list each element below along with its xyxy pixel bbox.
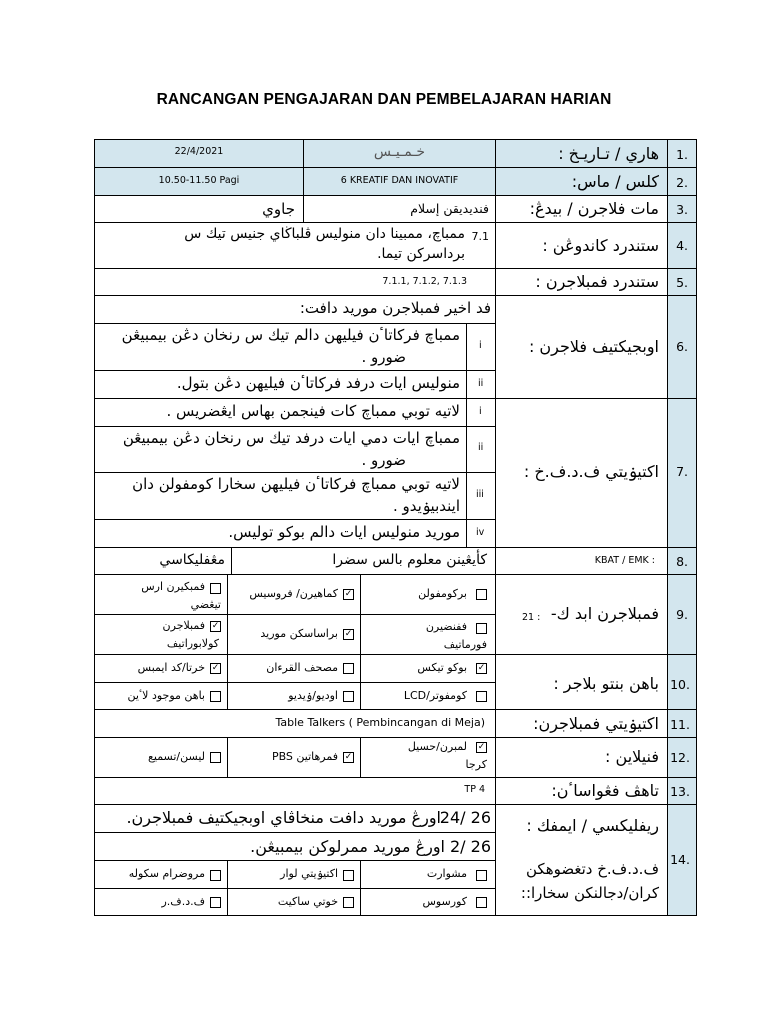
checkbox[interactable] [476, 589, 487, 600]
row-6-num: 6. [667, 295, 697, 399]
row-3-subject: فنديديقن إسلام [303, 195, 496, 223]
row-9-cell-e: ✓ براساسكن موريد [227, 614, 361, 655]
row-6-label: اوبجيكتيف فلاجرن : [495, 295, 668, 399]
row-4-content: 7.1 ممباچ، ممبينا دان منوليس ڤلباڬاي جنيس تيك س برداسركن تيما. [94, 222, 496, 269]
row-13-content: TP 4 [94, 777, 496, 805]
row-10-cell-c: ✓ خرتا/كد ايمبس [94, 654, 228, 683]
row-14-cell-f: ف.د.ف.ر [94, 888, 228, 916]
row-7-roman-i: i [466, 398, 496, 427]
row-10-cell-f: باهن موجود لاٴين [94, 682, 228, 710]
row-7-item-ii: ممباچ ايات دمي ايات درفد تيك س رنخان دڠن بيمبيڠن ضورو . [94, 426, 467, 473]
row-1-date: 22/4/2021 [94, 139, 304, 168]
row-13-label: تاهڤ فڠواساٴن: [495, 777, 668, 805]
row-9-num: 9. [667, 574, 697, 655]
row-7-item-iv: موريد منوليس ايات دالم بوكو توليس. [94, 519, 467, 548]
row-14-cell-e: خوتي ساكيت [227, 888, 361, 916]
row-7-label: اكتيۏيتي ف.د.ف.خ : [495, 398, 668, 548]
row-10-cell-a: ✓ بوكو تيكس [360, 654, 496, 683]
checkbox[interactable] [210, 897, 221, 908]
row-2-class: 6 KREATIF DAN INOVATIF [303, 167, 496, 196]
checkbox[interactable] [343, 663, 354, 674]
row-5-num: 5. [667, 268, 697, 296]
checkbox[interactable] [343, 691, 354, 702]
row-7-item-iii: لاتيه توبي ممباچ فركاتاٴن فيليهن سخارا كومفولن دان ايندبيۏيدو . [94, 472, 467, 520]
row-7-num: 7. [667, 398, 697, 548]
row-5-content: 7.1.1, 7.1.2, 7.1.3 [94, 268, 496, 296]
row-1-label: هاري / تـاريـخ : [495, 139, 668, 168]
checkbox[interactable] [210, 583, 221, 594]
row-8-col1: كأيڠينن معلوم بالس سضرا [231, 547, 496, 575]
row-9-cell-d: ففنضيرن فورماتيف [360, 614, 496, 655]
checkbox[interactable] [476, 691, 487, 702]
row-9-cell-f: ✓ فمبلاجرن كولابوراتيف [94, 614, 228, 655]
checkbox-checked[interactable]: ✓ [211, 621, 220, 631]
row-9-cell-c: فمبكيرن ارس تيڠضي [94, 574, 228, 615]
row-9-cell-b: ✓ كماهيرن/ فروسيس [227, 574, 361, 615]
row-6-item-i: ممباچ فركاتاٴن فيليهن دالم تيك س رنخان دڠن بيمبيڠن ضورو . [94, 323, 467, 371]
row-6-roman-i: i [466, 323, 496, 371]
row-10-cell-e: اوديو/ۏيديو [227, 682, 361, 710]
checkbox-checked[interactable]: ✓ [344, 589, 353, 599]
checkbox[interactable] [210, 870, 221, 881]
checkbox-checked[interactable]: ✓ [211, 663, 220, 673]
row-8-num: 8. [667, 547, 697, 575]
row-6-intro: فد اخير فمبلاجرن موريد دافت: [94, 295, 496, 324]
row-11-content: Table Talkers ( Pembincangan di Meja) [94, 709, 496, 738]
row-7-roman-ii: ii [466, 426, 496, 473]
row-3-num: 3. [667, 195, 697, 223]
row-10-cell-b: مصحف القرءان [227, 654, 361, 683]
row-8-label: KBAT / EMK : [495, 547, 668, 575]
row-1-num: 1. [667, 139, 697, 168]
row-12-label: فنيلاين : [495, 737, 668, 778]
row-2-time: 10.50-11.50 Pagi [94, 167, 304, 196]
row-9-cell-a: بركومفولن [360, 574, 496, 615]
row-7-item-i: لاتيه توبي ممباچ كات فينجمن بهاس ايڠضريس . [94, 398, 467, 427]
row-1-day: خـمـيـس [303, 139, 496, 168]
checkbox[interactable] [476, 897, 487, 908]
checkbox-checked[interactable]: ✓ [477, 663, 486, 673]
row-14-cell-b: اكتيۏيتي لوار [227, 860, 361, 889]
row-4-num: 4. [667, 222, 697, 269]
row-10-label: باهن بنتو بلاجر : [495, 654, 668, 710]
row-5-label: ستندرد فمبلاجرن : [495, 268, 668, 296]
checkbox-checked[interactable]: ✓ [477, 742, 486, 752]
row-14-num: 14. [667, 804, 697, 916]
checkbox[interactable] [343, 870, 354, 881]
checkbox[interactable] [210, 691, 221, 702]
row-7-roman-iii: iii [466, 472, 496, 520]
page-title: RANCANGAN PENGAJARAN DAN PEMBELAJARAN HARIAN [156, 91, 612, 108]
checkbox[interactable] [476, 623, 487, 634]
row-14-label: ريفليكسي / ايمفك : ف.د.ف.خ دتغضوهكن كران/دجالنكن سخارا:: [495, 804, 668, 916]
row-3-field: جاوي [94, 195, 304, 223]
row-7-roman-iv: iv [466, 519, 496, 548]
row-3-label: مات فلاجرن / بيدڠ: [495, 195, 668, 223]
row-13-num: 13. [667, 777, 697, 805]
checkbox-checked[interactable]: ✓ [344, 752, 353, 762]
row-10-cell-d: كومفوتر/LCD [360, 682, 496, 710]
row-12-num: 12. [667, 737, 697, 778]
row-14-cell-c: مروضرام سكوله [94, 860, 228, 889]
checkbox[interactable] [343, 897, 354, 908]
row-14-cell-a: مشوارت [360, 860, 496, 889]
row-11-label: اكتيۏيتي فمبلاجرن: [495, 709, 668, 738]
row-2-num: 2. [667, 167, 697, 196]
row-9-label: فمبلاجرن ابد ك- 21 : [495, 574, 668, 655]
row-11-num: 11. [667, 709, 697, 738]
row-12-cell-a: ✓ لمبرن/حسيل كرجا [360, 737, 496, 778]
row-6-roman-ii: ii [466, 370, 496, 399]
row-14-line-2: 2/ 26 اورڠ موريد ممرلوكن بيمبيڠن. [94, 832, 496, 861]
checkbox[interactable] [476, 870, 487, 881]
row-12-cell-b: ✓ فمرهاتين PBS [227, 737, 361, 778]
row-8-col2: مڠفليكاسي [94, 547, 232, 575]
row-10-num: 10. [667, 654, 697, 710]
row-4-label: ستندرد كاندوڠن : [495, 222, 668, 269]
row-14-cell-d: كورسوس [360, 888, 496, 916]
checkbox-checked[interactable]: ✓ [344, 629, 353, 639]
checkbox[interactable] [210, 752, 221, 763]
row-12-cell-c: ليسن/تسميع [94, 737, 228, 778]
row-6-item-ii: منوليس ايات درفد فركاتاٴن فيليهن دڠن بتول. [94, 370, 467, 399]
row-14-line-1: 24/ 26 اورڠ موريد دافت منخاڤاي اوبجيكتيف فمبلاجرن. [94, 804, 496, 833]
row-2-label: كلس / ماس: [495, 167, 668, 196]
